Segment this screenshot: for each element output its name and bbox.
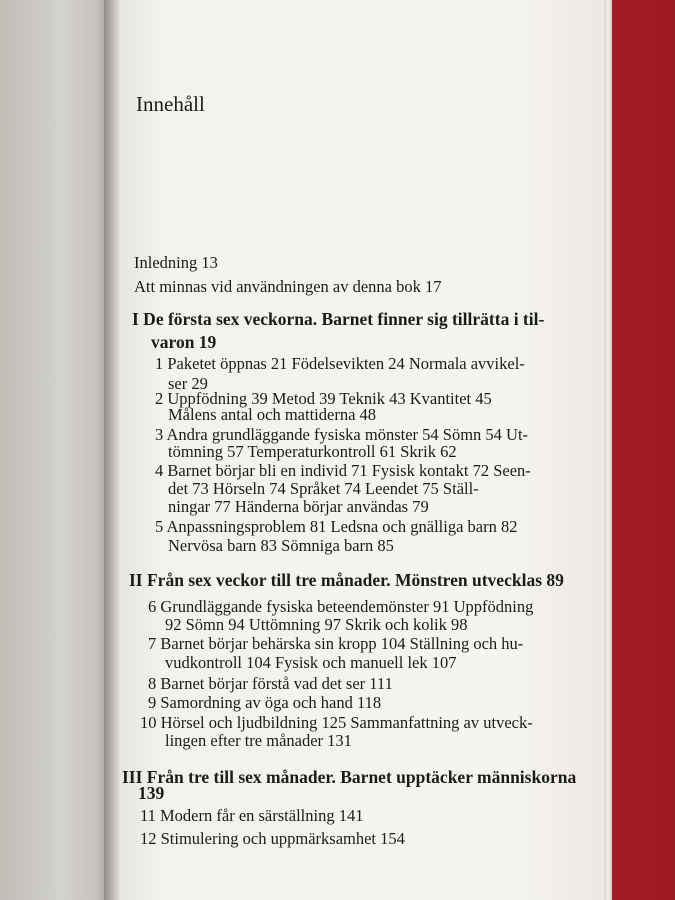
chapter-line: 4 Barnet börjar bli en individ 71 Fysisk kontakt 72 Seen- (155, 461, 531, 480)
chapter-line: Nervösa barn 83 Sömniga barn 85 (168, 536, 394, 555)
chapter-line: 12 Stimulering och uppmärksamhet 154 (140, 829, 405, 848)
chapter-line: 3 Andra grundläggande fysiska mönster 54 Sömn 54 Ut- (155, 425, 529, 444)
part-heading: II Från sex veckor till tre månader. Mönstren utvecklas 89 (129, 570, 564, 590)
chapter-line: 11 Modern får en särställning 141 (140, 806, 364, 825)
chapter-line: 2 Uppfödning 39 Metod 39 Teknik 43 Kvantitet 45 (155, 389, 492, 408)
chapter-line: ningar 77 Händerna börjar användas 79 (168, 497, 429, 516)
chapter-line: det 73 Hörseln 74 Språket 74 Leendet 75 Ställ- (168, 479, 479, 498)
chapter-line: 10 Hörsel och ljudbildning 125 Sammanfattning av utveck- (140, 713, 533, 732)
chapter-line: lingen efter tre månader 131 (165, 731, 352, 750)
chapter-line: Målens antal och mattiderna 48 (168, 405, 377, 424)
chapter-line: ser 29 (168, 374, 208, 393)
part-heading: 139 (138, 783, 165, 803)
chapter-line: 9 Samordning av öga och hand 118 (148, 693, 382, 712)
part-heading: varon 19 (151, 332, 217, 352)
chapter-line: 92 Sömn 94 Uttömning 97 Skrik och kolik 98 (165, 615, 468, 634)
chapter-line: 8 Barnet börjar förstå vad det ser 111 (148, 674, 393, 693)
part-heading: III Från tre till sex månader. Barnet upptäcker människorna (122, 767, 577, 787)
toc-line: Inledning 13 (134, 253, 218, 272)
toc-line: Att minnas vid användningen av denna bok 17 (134, 277, 442, 296)
chapter-line: 1 Paketet öppnas 21 Födelsevikten 24 Normala avvikel- (155, 354, 525, 373)
chapter-line: 7 Barnet börjar behärska sin kropp 104 Ställning och hu- (148, 634, 524, 653)
chapter-line: 6 Grundläggande fysiska beteendemönster 91 Uppfödning (148, 597, 534, 616)
chapter-line: 5 Anpassningsproblem 81 Ledsna och gnälliga barn 82 (155, 517, 518, 536)
chapter-line: tömning 57 Temperaturkontroll 61 Skrik 62 (168, 442, 457, 461)
chapter-line: vudkontroll 104 Fysisk och manuell lek 107 (165, 653, 457, 672)
page-title: Innehåll (136, 92, 205, 116)
part-heading: I De första sex veckorna. Barnet finner sig tillrätta i til- (132, 309, 545, 329)
